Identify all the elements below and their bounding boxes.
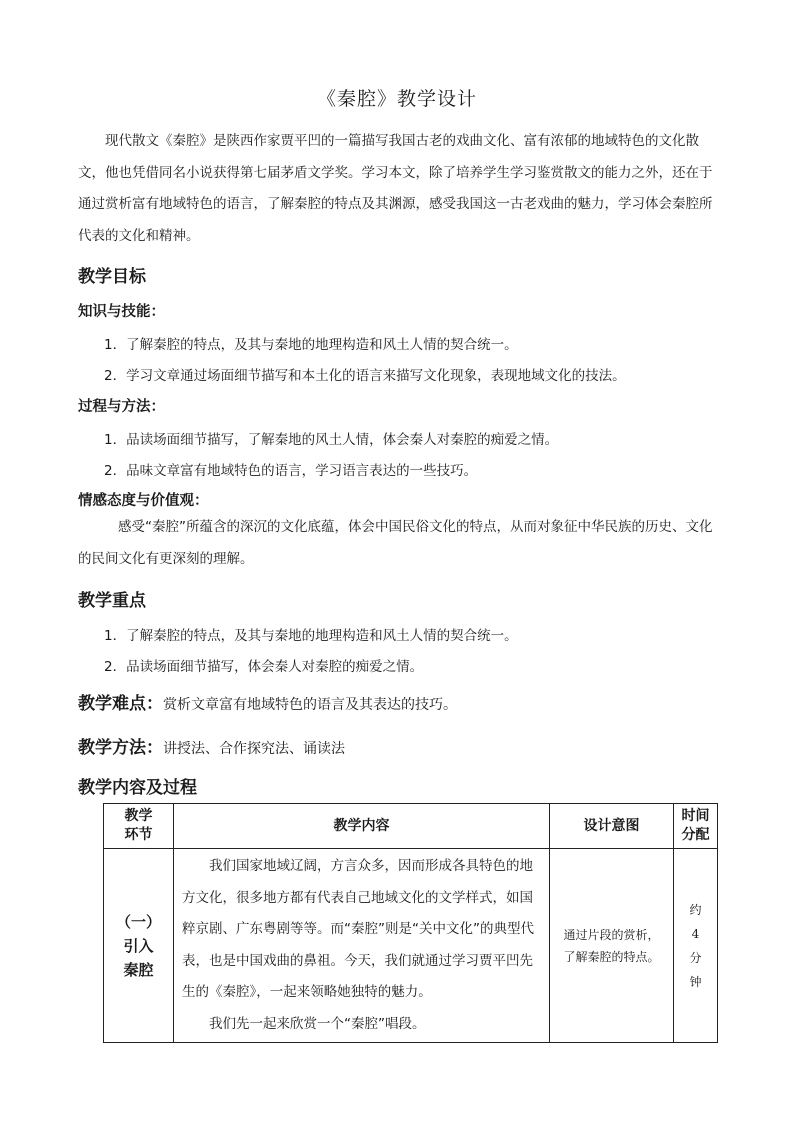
time-line4: 钟 bbox=[689, 974, 702, 989]
header-stage bbox=[104, 804, 174, 849]
objectives-heading: 教学目标 bbox=[78, 267, 146, 287]
intent-cell: 通过片段的赏析，了解秦腔的特点。 bbox=[550, 849, 674, 1043]
key-point-item-1: 1．了解秦腔的特点，及其与秦地的地理构造和风土人情的契合统一。 bbox=[104, 628, 518, 644]
knowledge-item-2: 2．学习文章通过场面细节描写和本土化的语言来描写文化现象，表现地域文化的技法。 bbox=[104, 368, 626, 384]
methods-label: 教学方法： bbox=[78, 738, 163, 758]
table-header-row bbox=[104, 804, 718, 849]
difficulty-label: 教学难点： bbox=[78, 694, 163, 714]
page-title: 《秦腔》教学设计 bbox=[316, 88, 477, 110]
stage-line3: 秦腔 bbox=[123, 960, 154, 979]
time-line1: 约 bbox=[689, 902, 702, 917]
table-row bbox=[104, 849, 718, 1043]
header-time-line1: 时间 bbox=[681, 808, 710, 824]
key-points-heading: 教学重点 bbox=[78, 591, 146, 611]
lesson-table bbox=[103, 803, 718, 1043]
content-paragraph-1: 我们国家地域辽阔，方言众多，因而形成各具特色的地方文化，很多地方都有代表自己地域文化的文学样式，如国粹京剧、广东粤剧等等。而“秦腔”则是“关中文化”的典型代表，也是中国戏曲的鼻祖。今天，我们就通过学习贾平凹先生的《秦腔》，一起来领略她独特的魅力。 bbox=[182, 858, 534, 1000]
intro-paragraph: 现代散文《秦腔》是陕西作家贾平凹的一篇描写我国古老的戏曲文化、富有浓郁的地域特色的文化散文，他也凭借同名小说获得第七届茅盾文学奖。学习本文，除了培养学生学习鉴赏散文的能力之外，还在于通过赏析富有地域特色的语言，了解秦腔的特点及其渊源，感受我国这一古老戏曲的魅力，学习体会秦腔所代表的文化和精神。 bbox=[78, 133, 713, 244]
header-content: 教学内容 bbox=[174, 804, 550, 849]
process-heading: 过程与方法： bbox=[78, 399, 165, 415]
knowledge-item-1: 1．了解秦腔的特点，及其与秦地的地理构造和风土人情的契合统一。 bbox=[104, 337, 518, 353]
header-time bbox=[674, 804, 718, 849]
difficulty-line bbox=[78, 689, 457, 714]
header-stage-line2: 环节 bbox=[124, 827, 153, 843]
process-item-2: 2．品味文章富有地域特色的语言，学习语言表达的一些技巧。 bbox=[104, 463, 478, 479]
header-stage-line1: 教学 bbox=[124, 808, 153, 824]
attitude-paragraph: 感受“秦腔”所蕴含的深沉的文化底蕴，体会中国民俗文化的特点，从而对象征中华民族的历史、文化的民间文化有更深刻的理解。 bbox=[78, 519, 713, 567]
key-point-item-2: 2．品读场面细节描写，体会秦人对秦腔的痴爱之情。 bbox=[104, 659, 424, 675]
attitude-heading: 情感态度与价值观： bbox=[78, 493, 209, 509]
process-table-heading: 教学内容及过程 bbox=[78, 778, 197, 798]
time-cell bbox=[674, 849, 718, 1043]
stage-line1: （一） bbox=[115, 912, 161, 931]
difficulty-text: 赏析文章富有地域特色的语言及其表达的技巧。 bbox=[163, 697, 457, 713]
header-time-line2: 分配 bbox=[681, 827, 710, 843]
content-cell bbox=[174, 849, 550, 1043]
methods-text: 讲授法、合作探究法、诵读法 bbox=[163, 741, 345, 757]
header-intent: 设计意图 bbox=[550, 804, 674, 849]
methods-line bbox=[78, 733, 345, 758]
time-line3: 分 bbox=[689, 950, 702, 965]
time-line2: 4 bbox=[691, 926, 700, 941]
process-item-1: 1．品读场面细节描写，了解秦地的风土人情，体会秦人对秦腔的痴爱之情。 bbox=[104, 432, 559, 448]
knowledge-heading: 知识与技能： bbox=[78, 304, 165, 320]
stage-cell bbox=[104, 849, 174, 1043]
stage-line2: 引入 bbox=[123, 936, 154, 955]
content-paragraph-2: 我们先一起来欣赏一个“秦腔”唱段。 bbox=[209, 1015, 426, 1032]
